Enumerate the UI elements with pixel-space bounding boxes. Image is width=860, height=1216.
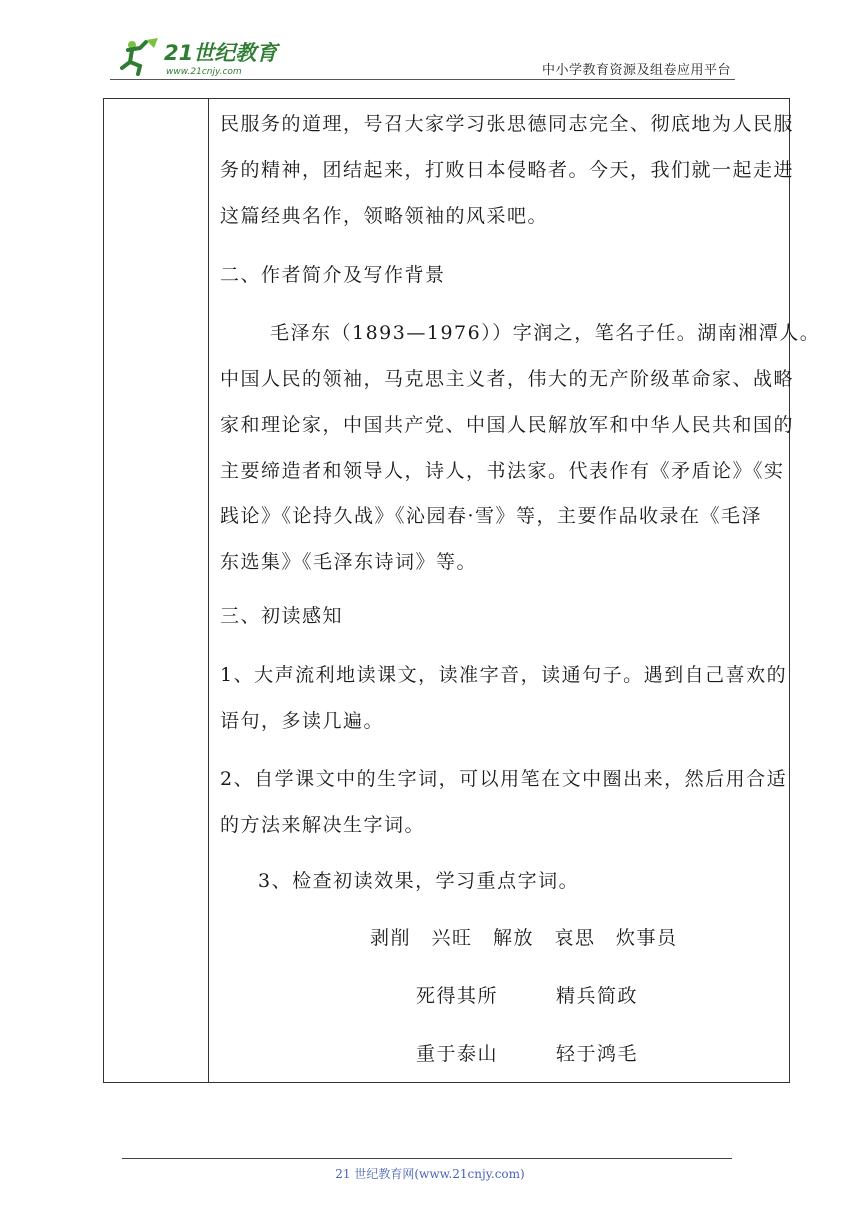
logo-url: www.21cnjy.com [166,67,242,77]
section-heading: 二、作者简介及写作背景 [220,264,446,286]
footer-text: 21 世纪教育网(www.21cnjy.com) [335,1167,525,1181]
logo-text: 21世纪教育 [164,41,278,65]
page-header [110,30,735,80]
paragraph-line: 主要缔造者和领导人，诗人，书法家。代表作有《矛盾论》《实 [220,460,785,482]
runner-logo-icon [118,36,288,80]
vocab-word: 死得其所 [416,985,499,1007]
paragraph-line: 家和理论家，中国共产党、中国人民解放军和中华人民共和国的 [220,414,795,436]
paragraph-line: 3、检查初读效果，学习重点字词。 [258,870,580,892]
paragraph-line: 民服务的道理，号召大家学习张思德同志完全、彻底地为人民服 [220,113,795,135]
vocab-row: 剥削 兴旺 解放 哀思 炊事员 [370,927,678,949]
platform-tagline: 中小学教育资源及组卷应用平台 [541,63,731,78]
vocab-word: 轻于鸿毛 [556,1043,639,1065]
paragraph-line: 毛泽东（1893—1976））字润之，笔名子任。湖南湘潭人。 [270,322,821,344]
paragraph-line: 中国人民的领袖，马克思主义者，伟大的无产阶级革命家、战略 [220,368,795,390]
paragraph-line: 东选集》《毛泽东诗词》等。 [220,551,478,573]
lesson-table [103,98,821,1083]
paragraph-line: 践论》《论持久战》《沁园春·雪》等，主要作品收录在《毛泽 [220,505,763,527]
paragraph-line: 1、大声流利地读课文，读准字音，读通句子。遇到自己喜欢的 [220,664,788,686]
paragraph-line: 2、自学课文中的生字词，可以用笔在文中圈出来，然后用合适 [220,768,788,790]
section-heading: 三、初读感知 [220,605,344,627]
vocab-word: 重于泰山 [416,1043,499,1065]
paragraph-line: 务的精神，团结起来，打败日本侵略者。今天，我们就一起走进 [220,159,795,181]
paragraph-line: 的方法来解决生字词。 [220,814,426,836]
vocab-word: 精兵简政 [556,985,639,1007]
table-column-divider [208,99,209,1082]
site-logo [118,36,288,80]
header-divider [110,79,735,80]
paragraph-line: 这篇经典名作，领略领袖的风采吧。 [220,205,549,227]
footer-divider [122,1158,732,1159]
paragraph-line: 语句，多读几遍。 [220,710,385,732]
